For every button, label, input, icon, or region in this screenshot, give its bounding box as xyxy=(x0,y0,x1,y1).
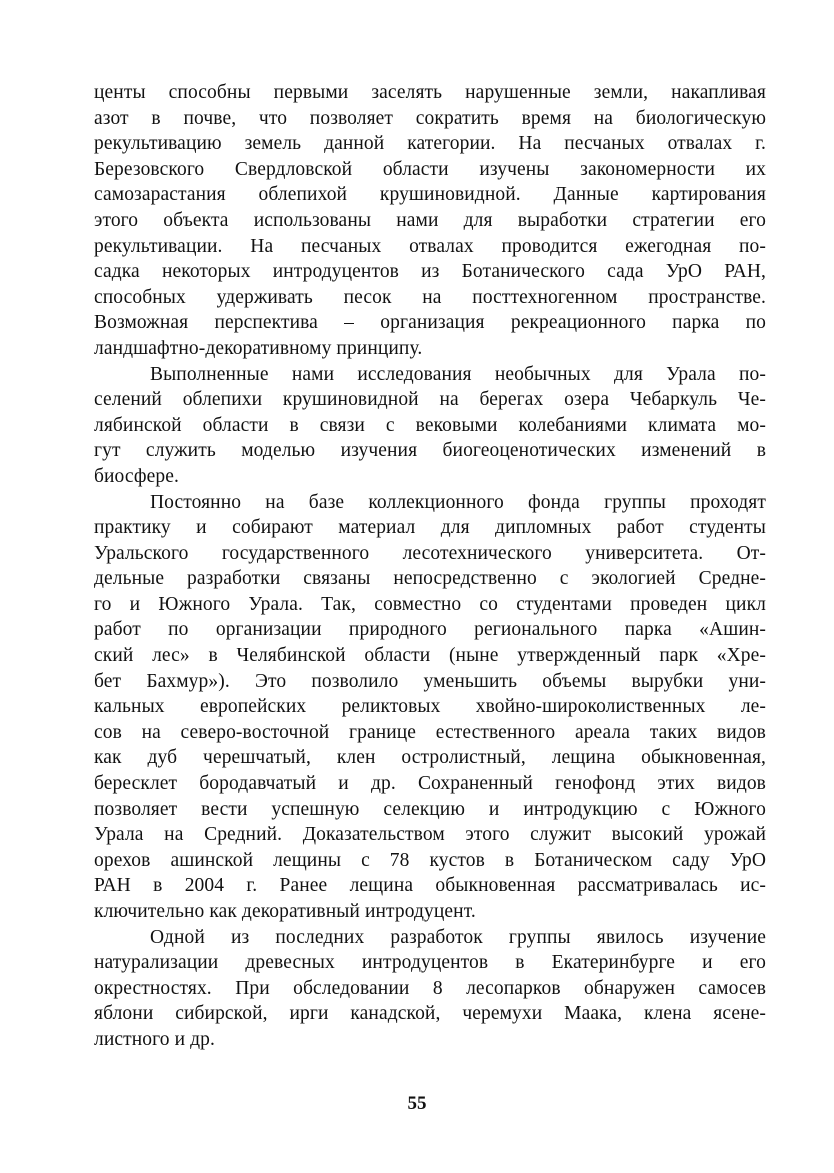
text-line: Березовского Свердловской области изучены закономерности их xyxy=(94,158,766,180)
text-line: листного и др. xyxy=(94,1028,215,1050)
text-line: натурализации древесных интродуцентов в Екатеринбурге и его xyxy=(94,952,766,974)
paragraph-2 xyxy=(94,362,766,490)
text-line: окрестностях. При обследовании 8 лесопарков обнаружен самосев xyxy=(94,977,766,999)
text-line: РАН в 2004 г. Ранее лещина обыкновенная рассматривалась ис- xyxy=(94,875,766,897)
text-line: этого объекта использованы нами для выработки стратегии его xyxy=(94,209,766,231)
text-line: бет Бахмур»). Это позволило уменьшить объемы вырубки уни- xyxy=(94,670,766,692)
text-line: ключительно как декоративный интродуцент. xyxy=(94,901,476,922)
paragraph-4 xyxy=(94,925,766,1053)
text-line: способных удерживать песок на посттехногенном пространстве. xyxy=(94,286,766,308)
text-line: дельные разработки связаны непосредственно с экологией Средне- xyxy=(94,568,766,590)
text-line: Уральского государственного лесотехнического университета. От- xyxy=(94,542,766,564)
paragraph-3 xyxy=(94,490,766,925)
text-line: работ по организации природного регионального парка «Ашин- xyxy=(94,619,766,641)
text-line: садка некоторых интродуцентов из Ботанического сада УрО РАН, xyxy=(94,261,766,283)
text-line: Одной из последних разработок группы явилось изучение xyxy=(150,926,766,948)
text-line: Выполненные нами исследования необычных для Урала по- xyxy=(150,363,766,385)
text-line: Урала на Средний. Доказательством этого служит высокий урожай xyxy=(94,824,766,846)
text-line: биосфере. xyxy=(94,465,179,487)
text-line: азот в почве, что позволяет сократить время на биологическую xyxy=(94,107,766,129)
text-line: центы способны первыми заселять нарушенные земли, накапливая xyxy=(94,82,766,103)
body-text xyxy=(94,80,766,1053)
text-line: Возможная перспектива – организация рекреационного парка по xyxy=(94,312,766,334)
text-line: самозарастания облепихой крушиновидной. Данные картирования xyxy=(94,184,766,206)
paragraph-1 xyxy=(94,80,766,362)
text-line: ландшафтно-декоративному принципу. xyxy=(94,337,423,359)
text-line: Постоянно на базе коллекционного фонда группы проходят xyxy=(150,491,766,513)
text-line: рекультивацию земель данной категории. На песчаных отвалах г. xyxy=(94,133,766,155)
text-line: бересклет бородавчатый и др. Сохраненный генофонд этих видов xyxy=(94,773,766,795)
text-line: рекультивации. На песчаных отвалах проводится ежегодная по- xyxy=(94,235,766,257)
text-line: кальных европейских реликтовых хвойно-широколиственных ле- xyxy=(94,696,766,718)
text-line: гут служить моделью изучения биогеоценотических изменений в xyxy=(94,440,766,462)
text-line: орехов ашинской лещины с 78 кустов в Ботаническом саду УрО xyxy=(94,849,766,871)
text-line: позволяет вести успешную селекцию и интродукцию с Южного xyxy=(94,798,766,820)
text-line: лябинской области в связи с вековыми колебаниями климата мо- xyxy=(94,414,766,436)
text-line: практику и собирают материал для дипломных работ студенты xyxy=(94,517,766,539)
text-line: яблони сибирской, ирги канадской, черемухи Маака, клена ясене- xyxy=(94,1003,766,1025)
page-number: 55 xyxy=(407,1093,427,1114)
text-line: ский лес» в Челябинской области (ныне утвержденный парк «Хре- xyxy=(94,645,766,667)
text-line: сов на северо-восточной границе естественного ареала таких видов xyxy=(94,721,766,743)
text-line: го и Южного Урала. Так, совместно со студентами проведен цикл xyxy=(94,593,766,615)
text-line: селений облепихи крушиновидной на берегах озера Чебаркуль Че- xyxy=(94,389,766,411)
text-line: как дуб черешчатый, клен остролистный, лещина обыкновенная, xyxy=(94,747,766,769)
